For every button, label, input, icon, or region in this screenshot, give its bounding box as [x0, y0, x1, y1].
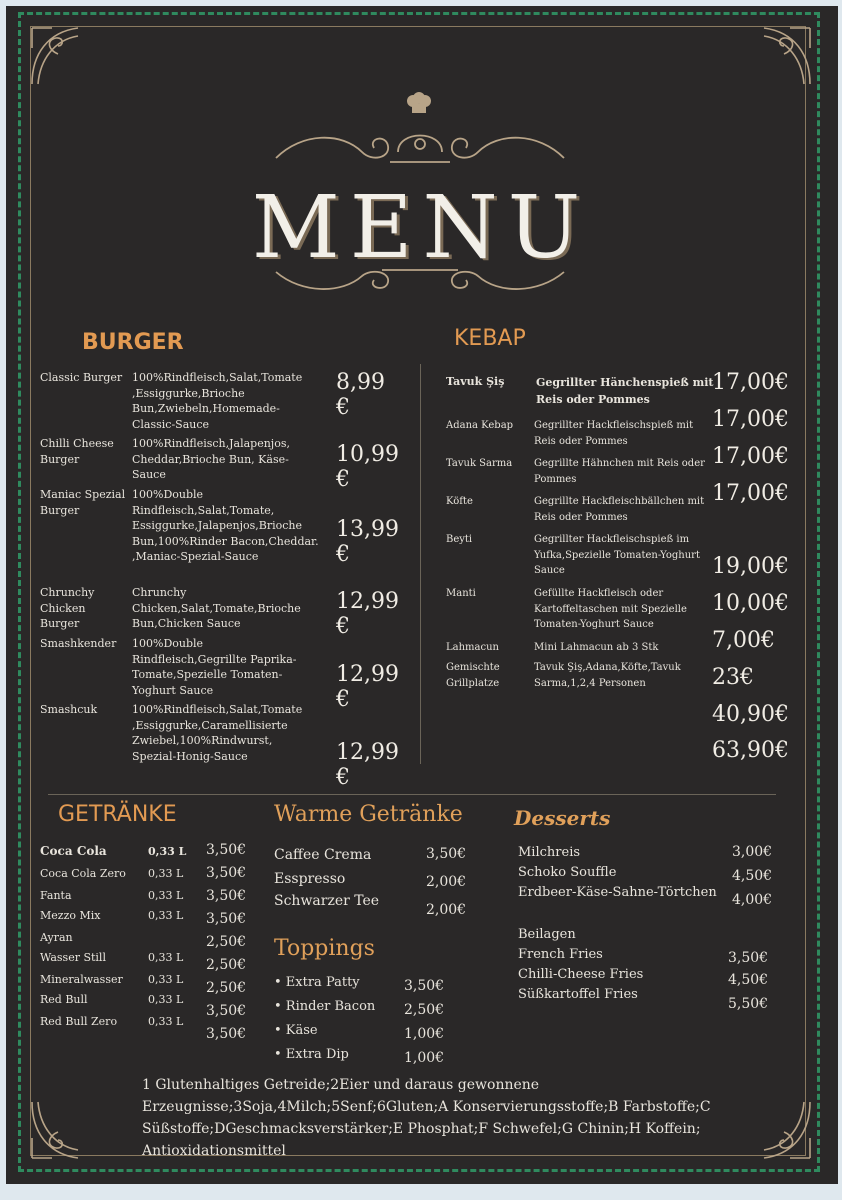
- burger-desc: Chrunchy Chicken,Salat,Tomate,Brioche Bun,Chicken Sauce: [132, 586, 301, 630]
- topping-price: 1,00€: [404, 1026, 445, 1042]
- getraenke-heading: GETRÄNKE: [58, 802, 177, 827]
- kebap-desc: Gefüllte Hackfleisch oder Kartoffeltaschen mit Spezielle Tomaten-Yoghurt Sauce: [534, 588, 687, 630]
- desserts-heading: Desserts: [514, 806, 611, 830]
- kebap-name: Köfte: [446, 496, 473, 507]
- corner-ornament-top-right: [744, 24, 814, 94]
- drink-price: 2,50€: [206, 980, 247, 996]
- kebap-price: 17,00€: [712, 444, 789, 469]
- allergen-footnote: 1 Glutenhaltiges Getreide;2Eier und daraus gewonnene Erzeugnisse;3Soja,4Milch;5Senf;6Gluten;A Konservierungsstoffe;B Farbstoffe;C Süßstoffe;DGeschmacksverstärker;E Phosphat;F Schwefel;G Chinin;H Koffein; Antioxidationsmittel: [142, 1077, 711, 1159]
- drink-name: Mineralwasser: [40, 973, 123, 986]
- chef-hat-icon: [404, 92, 434, 116]
- kebap-price: 17,00€: [712, 370, 789, 395]
- kebap-name: Lahmacun: [446, 642, 499, 653]
- burger-desc: 100%Double Rindfleisch,Salat,Tomate, Essiggurke,Jalapenjos,Brioche Bun,100%Rinder Bacon,Cheddar. ,Maniac-Spezial-Sauce: [132, 488, 319, 563]
- dessert-name: Milchreis: [518, 845, 581, 860]
- drink-size: 0,33 L: [148, 1015, 184, 1028]
- kebap-price: 17,00€: [712, 481, 789, 506]
- warm-drink-price: 2,00€: [426, 902, 467, 918]
- drink-price: 3,50€: [206, 842, 247, 858]
- burger-name: Chrunchy Chicken Burger: [40, 586, 95, 630]
- burger-price: 8,99 €: [336, 370, 385, 420]
- drink-name: Coca Cola: [40, 844, 107, 858]
- side-name: Chilli-Cheese Fries: [518, 967, 644, 982]
- kebap-desc: Tavuk Şiş,Adana,Köfte,Tavuk Sarma,1,2,4 Personen: [534, 662, 681, 689]
- page-title: MENU: [251, 178, 591, 278]
- burger-name: Smashkender: [40, 637, 117, 650]
- topping-name: • Extra Dip: [274, 1047, 349, 1062]
- drink-price: 3,50€: [206, 911, 247, 927]
- burger-name: Smashcuk: [40, 703, 98, 716]
- kebap-desc: Gegrillter Hänchenspieß mit Reis oder Pommes: [536, 376, 714, 406]
- drink-price: 2,50€: [206, 934, 247, 950]
- side-price: 4,50€: [728, 972, 769, 988]
- warm-drink-name: Schwarzer Tee: [274, 893, 380, 909]
- burger-heading: BURGER: [82, 330, 184, 355]
- warm-drinks-heading: Warme Getränke: [274, 802, 463, 827]
- top-flourish-ornament: [272, 122, 568, 172]
- side-price: 5,50€: [728, 996, 769, 1012]
- drink-price: 3,50€: [206, 1026, 247, 1042]
- beilagen-heading: Beilagen: [518, 927, 576, 942]
- kebap-name: Gemischte Grillplatze: [446, 662, 500, 689]
- burger-desc: 100%Rindfleisch,Salat,Tomate ,Essiggurke,Caramellisierte Zwiebel,100%Rindwurst, Spezial-Honig-Sauce: [132, 703, 303, 763]
- toppings-heading: Toppings: [274, 936, 375, 961]
- kebap-price: 63,90€: [712, 738, 789, 763]
- burger-desc: 100%Double Rindfleisch,Gegrillte Paprika-Tomate,Spezielle Tomaten-Yoghurt Sauce: [132, 637, 297, 697]
- burger-name: Classic Burger: [40, 371, 123, 384]
- corner-ornament-bottom-left: [28, 1092, 98, 1162]
- burger-price: 12,99 €: [336, 589, 399, 639]
- kebap-desc: Gegrillte Hackfleischbällchen mit Reis oder Pommes: [534, 496, 705, 523]
- side-name: Süßkartoffel Fries: [518, 987, 638, 1002]
- drink-name: Red Bull Zero: [40, 1015, 118, 1028]
- dessert-price: 3,00€: [732, 844, 773, 860]
- drink-price: 3,50€: [206, 888, 247, 904]
- burger-name: Maniac Spezial Burger: [40, 488, 126, 517]
- drink-price: 2,50€: [206, 957, 247, 973]
- side-name: French Fries: [518, 947, 603, 962]
- kebap-price: 17,00€: [712, 407, 789, 432]
- corner-ornament-bottom-right: [744, 1092, 814, 1162]
- kebap-price: 10,00€: [712, 591, 789, 616]
- warm-drink-price: 3,50€: [426, 846, 467, 862]
- dessert-price: 4,50€: [732, 868, 773, 884]
- kebap-desc: Mini Lahmacun ab 3 Stk: [534, 642, 659, 653]
- burger-price: 12,99 €: [336, 662, 399, 712]
- topping-name: • Extra Patty: [274, 975, 360, 990]
- drink-name: Wasser Still: [40, 951, 106, 964]
- kebap-name: Tavuk Sarma: [446, 458, 513, 469]
- kebap-price: 19,00€: [712, 554, 789, 579]
- warm-drink-name: Esspresso: [274, 871, 346, 887]
- drink-price: 3,50€: [206, 865, 247, 881]
- drink-name: Fanta: [40, 889, 72, 902]
- drink-size: 0,33 L: [148, 951, 184, 964]
- kebap-price: 23€: [712, 665, 754, 690]
- drink-size: 0,33 L: [148, 973, 184, 986]
- corner-ornament-top-left: [28, 24, 98, 94]
- drink-name: Mezzo Mix: [40, 909, 101, 922]
- topping-name: • Rinder Bacon: [274, 999, 376, 1014]
- burger-desc: 100%Rindfleisch,Jalapenjos, Cheddar,Brioche Bun, Käse-Sauce: [132, 437, 290, 481]
- warm-drink-name: Caffee Crema: [274, 847, 372, 863]
- drink-size: 0,33 L: [148, 993, 184, 1006]
- kebap-desc: Gegrillte Hähnchen mit Reis oder Pommes: [534, 458, 705, 485]
- column-divider: [420, 364, 421, 764]
- burger-price: 13,99 €: [336, 517, 399, 567]
- kebap-name: Tavuk Şiş: [446, 375, 505, 388]
- topping-price: 3,50€: [404, 978, 445, 994]
- drink-size: 0,33 L: [148, 909, 184, 922]
- side-price: 3,50€: [728, 950, 769, 966]
- topping-price: 2,50€: [404, 1002, 445, 1018]
- kebap-price: 7,00€: [712, 628, 775, 653]
- kebap-desc: Gegrillter Hackfleischspieß mit Reis oder Pommes: [534, 420, 694, 447]
- drink-price: 3,50€: [206, 1003, 247, 1019]
- burger-price: 10,99 €: [336, 442, 399, 492]
- kebap-name: Manti: [446, 588, 476, 599]
- kebap-name: Adana Kebap: [446, 420, 514, 431]
- dessert-price: 4,00€: [732, 892, 773, 908]
- drink-size: 0,33 L: [148, 867, 184, 880]
- drink-size: 0,33 L: [148, 845, 187, 858]
- kebap-heading: KEBAP: [454, 326, 526, 351]
- drink-name: Coca Cola Zero: [40, 867, 126, 880]
- title-flourish-ornament: [272, 262, 568, 302]
- topping-price: 1,00€: [404, 1050, 445, 1066]
- kebap-name: Beyti: [446, 534, 473, 545]
- warm-drink-price: 2,00€: [426, 874, 467, 890]
- kebap-desc: Gegrillter Hackfleischspieß im Yufka,Spezielle Tomaten-Yoghurt Sauce: [534, 534, 700, 576]
- drink-size: 0,33 L: [148, 889, 184, 902]
- drink-name: Red Bull: [40, 993, 88, 1006]
- drink-name: Ayran: [40, 931, 73, 944]
- burger-price: 12,99 €: [336, 740, 399, 790]
- dessert-name: Schoko Souffle: [518, 865, 617, 880]
- section-divider: [48, 794, 776, 795]
- topping-name: • Käse: [274, 1023, 318, 1038]
- kebap-price: 40,90€: [712, 702, 789, 727]
- dessert-name: Erdbeer-Käse-Sahne-Törtchen: [518, 885, 717, 900]
- burger-desc: 100%Rindfleisch,Salat,Tomate ,Essiggurke,Brioche Bun,Zwiebeln,Homemade-Classic-Sauce: [132, 371, 303, 431]
- burger-name: Chilli Cheese Burger: [40, 437, 114, 466]
